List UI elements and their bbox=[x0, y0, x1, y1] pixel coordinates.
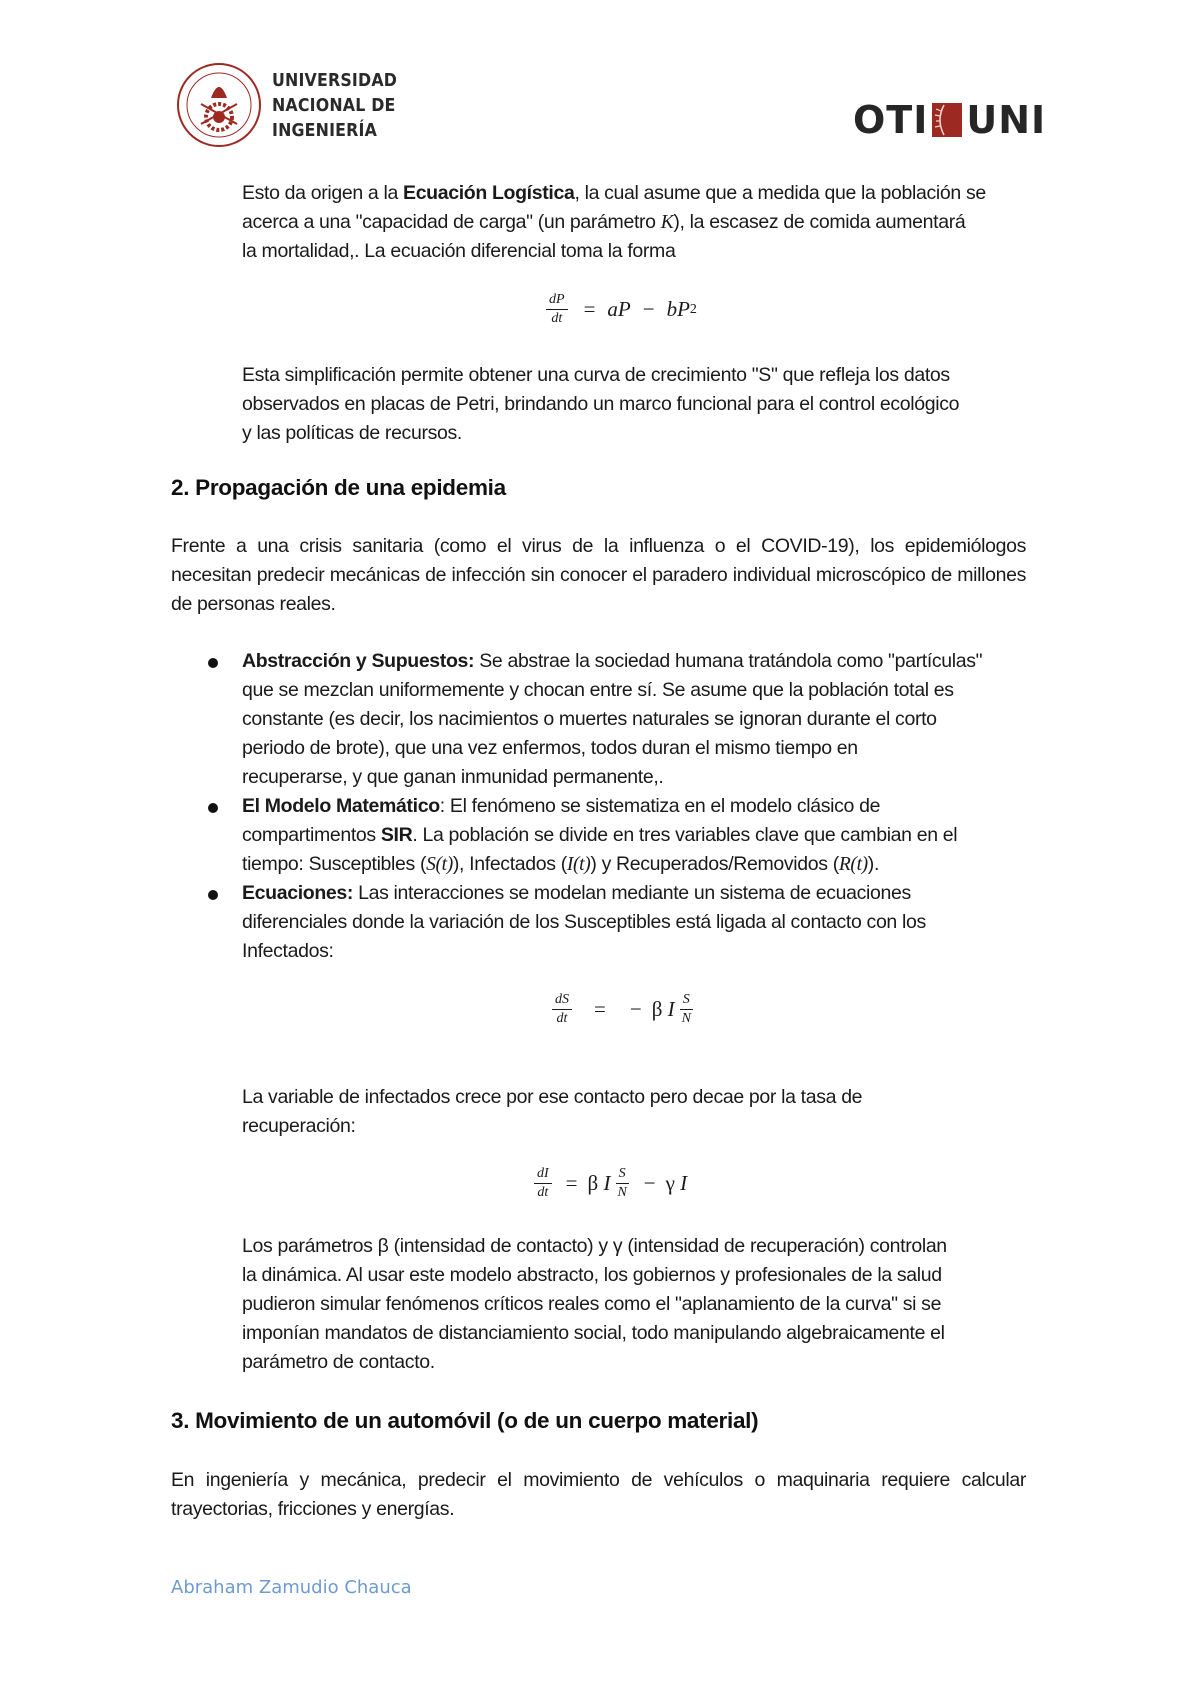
text-line: la dinámica. Al usar este modelo abstracto, los gobiernos y profesionales de la salud bbox=[242, 1264, 942, 1286]
parameters-paragraph bbox=[242, 1232, 1022, 1377]
bullet-item bbox=[242, 792, 1022, 879]
section-intro-paragraph: Frente a una crisis sanitaria (como el virus de la influenza o el COVID-19), los epidemiólogos necesitan predecir mecánicas de infección sin conocer el paradero individual microscópico de millones de personas reales. bbox=[171, 535, 1026, 615]
text-span: Se abstrae la sociedad humana tratándola como "partículas" bbox=[474, 650, 983, 672]
bullet-dot bbox=[208, 658, 218, 668]
section-intro-paragraph: En ingeniería y mecánica, predecir el movimiento de vehículos o maquinaria requiere calcular trayectorias, fricciones y energías. bbox=[171, 1469, 1026, 1520]
text-span: tiempo: Susceptibles ( bbox=[242, 853, 427, 875]
equals-sign: = bbox=[583, 297, 596, 321]
university-name-line: UNIVERSIDAD bbox=[272, 69, 398, 91]
text-line: La variable de infectados crece por ese contacto pero decae por la tasa de bbox=[242, 1086, 863, 1108]
text-span: , la cual asume que a medida que la población se bbox=[574, 182, 986, 204]
bullet-item bbox=[242, 647, 1022, 792]
text-span: compartimentos bbox=[242, 824, 381, 846]
math-variable: I(t) bbox=[566, 854, 591, 875]
math-variable: R(t) bbox=[838, 854, 868, 875]
equals-sign: = bbox=[594, 997, 606, 1021]
bold-term: Ecuación Logística bbox=[403, 182, 575, 204]
minus-sign: − bbox=[629, 997, 642, 1021]
text-line bbox=[242, 208, 1022, 237]
math-variable: K bbox=[660, 212, 674, 233]
infected-equation bbox=[530, 1166, 687, 1201]
math-variable: S(t) bbox=[426, 854, 453, 875]
text-line: constante (es decir, los nacimientos o muertes naturales se ignoran durante el corto bbox=[242, 708, 937, 730]
fraction-denominator: N bbox=[681, 1011, 691, 1026]
infected-paragraph bbox=[242, 1083, 1022, 1141]
equation-term: I bbox=[603, 1171, 611, 1195]
logistic-equation bbox=[542, 292, 697, 327]
fraction-denominator: dt bbox=[537, 1185, 549, 1200]
text-line: recuperación: bbox=[242, 1115, 356, 1137]
derivative-fraction bbox=[534, 1166, 552, 1201]
text-line: Infectados: bbox=[242, 940, 334, 962]
equation-term: I bbox=[667, 997, 675, 1021]
text-line bbox=[242, 850, 1022, 879]
text-line: periodo de brote), que una vez enfermos, todos duran el mismo tiempo en bbox=[242, 737, 858, 759]
text-span: Esto da origen a la bbox=[242, 182, 404, 204]
text-span: ), la escasez de comida aumentará bbox=[673, 211, 966, 233]
university-name-line: INGENIERÍA bbox=[272, 119, 378, 141]
university-seal-icon bbox=[176, 62, 262, 148]
bullet-dot bbox=[208, 890, 218, 900]
text-line: diferenciales donde la variación de los Susceptibles está ligada al contacto con los bbox=[242, 911, 926, 933]
text-line: observados en placas de Petri, brindando un marco funcional para el control ecológico bbox=[242, 393, 960, 415]
fraction-numerator: dI bbox=[534, 1166, 552, 1184]
text-span: ), Infectados ( bbox=[452, 853, 567, 875]
fraction-denominator: dt bbox=[551, 311, 563, 326]
fraction-numerator: S bbox=[616, 1166, 629, 1184]
text-line: pudieron simular fenómenos críticos reales como el "aplanamiento de la curva" si se bbox=[242, 1293, 942, 1315]
text-line: parámetro de contacto. bbox=[242, 1351, 435, 1373]
fraction-numerator: dS bbox=[552, 992, 572, 1010]
text-line bbox=[242, 647, 1022, 676]
bold-term: SIR bbox=[380, 824, 413, 846]
bullet-dot bbox=[208, 803, 218, 813]
beta-symbol: β bbox=[587, 1171, 599, 1195]
oti-logo-left-text: OTI bbox=[853, 98, 929, 142]
oti-brand-mark-icon bbox=[932, 103, 962, 137]
fraction-denominator: N bbox=[617, 1185, 627, 1200]
section-heading: 2. Propagación de una epidemia bbox=[171, 475, 506, 500]
section-heading: 3. Movimiento de un automóvil (o de un cuerpo material) bbox=[171, 1408, 759, 1433]
susceptible-equation bbox=[548, 992, 698, 1027]
oti-uni-logo bbox=[853, 100, 1046, 140]
bullet-item bbox=[242, 879, 1022, 966]
ratio-fraction bbox=[614, 1166, 629, 1201]
text-span: . La población se divide en tres variables clave que cambian en el bbox=[412, 824, 958, 846]
beta-symbol: β bbox=[651, 997, 663, 1021]
derivative-fraction bbox=[546, 292, 568, 327]
equals-sign: = bbox=[565, 1171, 578, 1195]
equation-term: aP bbox=[607, 297, 631, 321]
text-span: Las interacciones se modelan mediante un sistema de ecuaciones bbox=[353, 882, 911, 904]
text-span: : El fenómeno se sistematiza en el modelo clásico de bbox=[439, 795, 881, 817]
minus-sign: − bbox=[642, 297, 655, 321]
ratio-fraction bbox=[679, 992, 694, 1027]
bullet-label: Ecuaciones: bbox=[242, 882, 354, 904]
university-name-line: NACIONAL DE bbox=[272, 94, 396, 116]
exponent: 2 bbox=[689, 301, 697, 317]
bullet-label: Abstracción y Supuestos: bbox=[242, 650, 475, 672]
university-logo bbox=[176, 62, 414, 148]
logistic-paragraph bbox=[242, 179, 1022, 266]
text-line bbox=[242, 821, 1022, 850]
text-line: recuperarse, y que ganan inmunidad permanente,. bbox=[242, 766, 664, 788]
fraction-denominator: dt bbox=[556, 1011, 568, 1026]
text-line: que se mezclan uniformemente y chocan entre sí. Se asume que la población total es bbox=[242, 679, 954, 701]
text-line bbox=[242, 179, 1022, 208]
text-line: Esta simplificación permite obtener una curva de crecimiento "S" que refleja los datos bbox=[242, 364, 950, 386]
minus-sign: − bbox=[643, 1171, 656, 1195]
university-name bbox=[272, 68, 397, 143]
text-span: ). bbox=[867, 853, 880, 875]
fraction-numerator: S bbox=[680, 992, 693, 1010]
text-span: acerca a una "capacidad de carga" (un parámetro bbox=[242, 211, 661, 233]
text-line: y las políticas de recursos. bbox=[242, 422, 462, 444]
fraction-numerator: dP bbox=[546, 292, 568, 310]
oti-logo-right-text: UNI bbox=[966, 98, 1047, 142]
bullet-label: El Modelo Matemático bbox=[242, 795, 440, 817]
text-line bbox=[242, 792, 1022, 821]
text-line: imponían mandatos de distanciamiento social, todo manipulando algebraicamente el bbox=[242, 1322, 945, 1344]
text-line bbox=[242, 879, 1022, 908]
derivative-fraction bbox=[552, 992, 572, 1027]
text-line: Los parámetros β (intensidad de contacto) y γ (intensidad de recuperación) controlan bbox=[242, 1235, 947, 1257]
text-span: ) y Recuperados/Removidos ( bbox=[590, 853, 839, 875]
gamma-symbol: γ bbox=[665, 1171, 675, 1195]
equation-term: I bbox=[680, 1171, 688, 1195]
equation-term: bP bbox=[666, 297, 690, 321]
footer-author: Abraham Zamudio Chauca bbox=[171, 1577, 412, 1598]
logistic-conclusion-paragraph bbox=[242, 361, 1022, 448]
text-line: la mortalidad,. La ecuación diferencial toma la forma bbox=[242, 240, 676, 262]
